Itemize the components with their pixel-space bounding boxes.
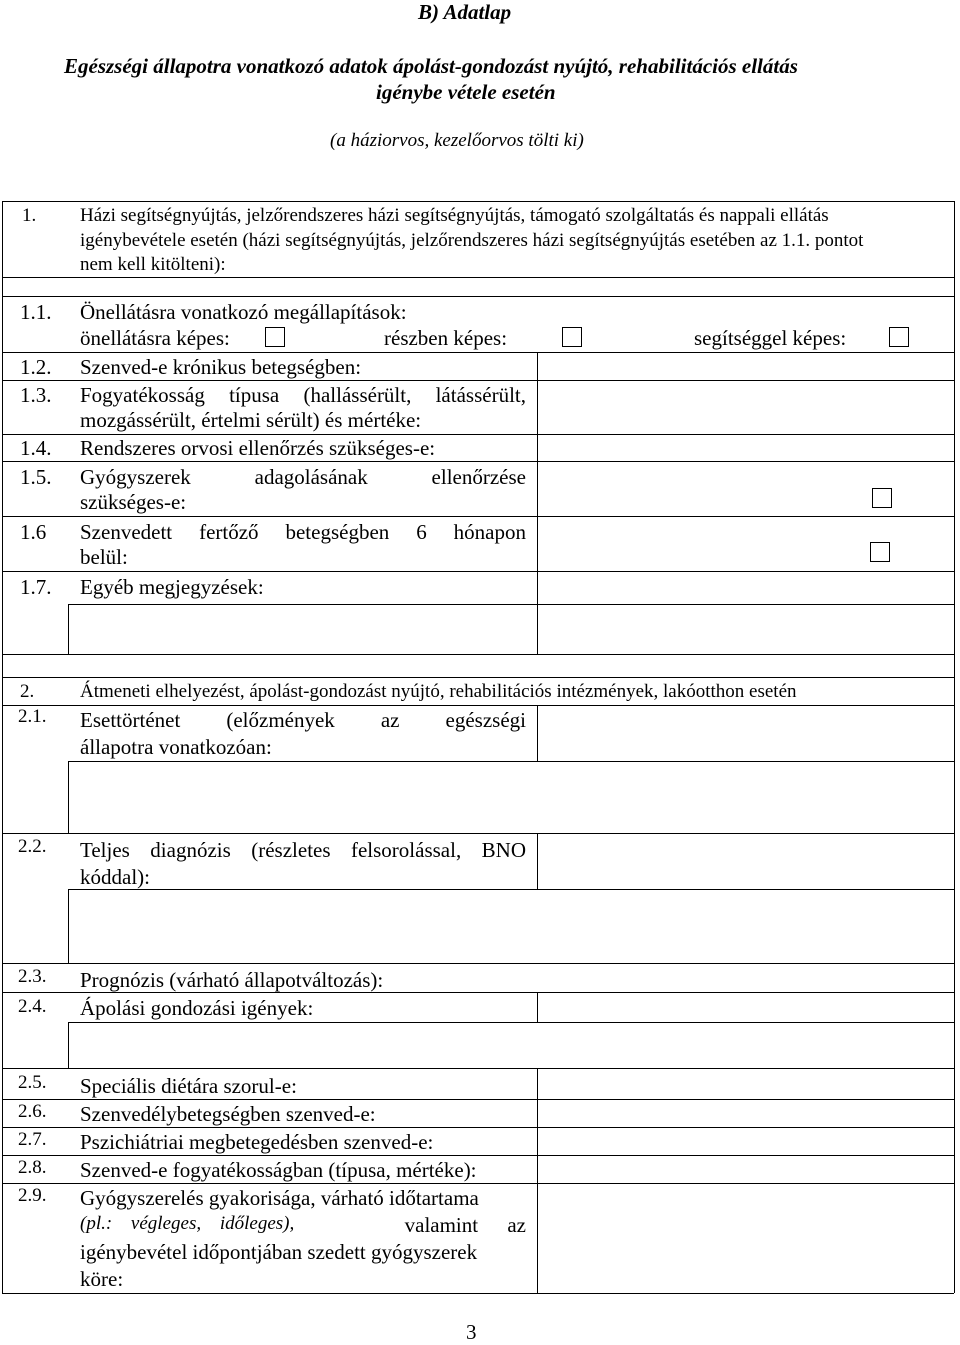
form-note: (a háziorvos, kezelőorvos tölti ki) bbox=[330, 130, 584, 151]
item-1-2-number: 1.2. bbox=[20, 355, 52, 379]
item-1-3-label-line1: Fogyatékosság típusa (hallássérült, látássérült, bbox=[80, 383, 526, 407]
answer-column-divider bbox=[537, 1068, 538, 1293]
item-2-1-label-line1: Esettörténet (előzmények az egészségi bbox=[80, 708, 526, 732]
item-1-4-label: Rendszeres orvosi ellenőrzés szükséges-e: bbox=[80, 436, 436, 460]
infectious-disease-checkbox[interactable] bbox=[870, 542, 890, 562]
item-2-8-label: Szenved-e fogyatékosságban (típusa, mértéke): bbox=[80, 1158, 477, 1182]
item-1-6-label-line2: belül: bbox=[80, 545, 128, 569]
column-divider bbox=[68, 761, 69, 833]
row-divider bbox=[2, 571, 954, 572]
item-1-7-label: Egyéb megjegyzések: bbox=[80, 575, 264, 599]
selfcare-full-checkbox[interactable] bbox=[265, 327, 285, 347]
section2-title: Átmeneti elhelyezést, ápolást-gondozást nyújtó, rehabilitációs intézmények, lakóotthon esetén bbox=[80, 681, 797, 702]
row-divider bbox=[2, 677, 954, 678]
form-title: B) Adatlap bbox=[418, 0, 512, 24]
row-divider bbox=[68, 889, 954, 890]
medication-check-checkbox[interactable] bbox=[872, 488, 892, 508]
table-top-border bbox=[2, 201, 954, 202]
section1-intro-line2: igénybevétele esetén (házi segítségnyújtás, jelzőrendszeres házi segítségnyújtás esetében az 1.1. pontot bbox=[80, 230, 864, 251]
item-2-2-number: 2.2. bbox=[18, 836, 47, 857]
item-2-1-number: 2.1. bbox=[18, 706, 47, 727]
column-divider bbox=[68, 604, 69, 654]
table-right-border bbox=[954, 201, 955, 1293]
item-2-6-label: Szenvedélybetegségben szenved-e: bbox=[80, 1102, 376, 1126]
form-subtitle-line2: igénybe vétele esetén bbox=[376, 80, 556, 104]
section1-intro-line3: nem kell kitölteni): bbox=[80, 254, 226, 275]
table-bottom-border bbox=[2, 1293, 954, 1294]
row-divider bbox=[2, 963, 954, 964]
item-2-9-label-line2 bbox=[80, 1213, 526, 1238]
row-divider bbox=[2, 1099, 954, 1100]
item-1-3-number: 1.3. bbox=[20, 383, 52, 407]
column-divider bbox=[537, 992, 538, 1022]
item-2-7-label: Pszichiátriai megbetegedésben szenved-e: bbox=[80, 1130, 434, 1154]
item-2-3-number: 2.3. bbox=[18, 966, 47, 987]
row-divider bbox=[2, 277, 954, 278]
item-2-1-label-line2: állapotra vonatkozóan: bbox=[80, 735, 272, 759]
row-divider bbox=[2, 296, 954, 297]
item-2-6-number: 2.6. bbox=[18, 1101, 47, 1122]
row-divider bbox=[2, 380, 954, 381]
section1-number: 1. bbox=[22, 205, 37, 226]
selfcare-option-assisted-label: segítséggel képes: bbox=[694, 326, 847, 350]
row-divider bbox=[68, 761, 954, 762]
row-divider bbox=[68, 604, 954, 605]
section1-intro-line1: Házi segítségnyújtás, jelzőrendszeres házi segítségnyújtás, támogató szolgáltatás és nappali ellátás bbox=[80, 205, 829, 226]
column-divider bbox=[68, 889, 69, 963]
row-divider bbox=[2, 992, 954, 993]
item-1-5-number: 1.5. bbox=[20, 465, 52, 489]
column-divider bbox=[68, 1022, 69, 1068]
section2-number: 2. bbox=[20, 681, 35, 702]
item-1-1-label: Önellátásra vonatkozó megállapítások: bbox=[80, 300, 407, 324]
item-2-9-number: 2.9. bbox=[18, 1185, 47, 1206]
page-number: 3 bbox=[466, 1320, 477, 1344]
item-2-9-conjunction: valamint az bbox=[404, 1213, 526, 1237]
item-1-6-number: 1.6 bbox=[20, 520, 47, 544]
selfcare-partial-checkbox[interactable] bbox=[562, 327, 582, 347]
item-2-5-number: 2.5. bbox=[18, 1072, 47, 1093]
answer-column-divider bbox=[537, 352, 538, 605]
item-2-7-number: 2.7. bbox=[18, 1129, 47, 1150]
row-divider bbox=[2, 1068, 954, 1069]
item-1-5-label-line1: Gyógyszerek adagolásának ellenőrzése bbox=[80, 465, 526, 489]
row-divider bbox=[2, 434, 954, 435]
row-divider bbox=[2, 352, 954, 353]
row-divider bbox=[2, 1183, 954, 1184]
selfcare-option-partial-label: részben képes: bbox=[384, 326, 508, 350]
item-1-5-label-line2: szükséges-e: bbox=[80, 490, 187, 514]
item-1-2-label: Szenved-e krónikus betegségben: bbox=[80, 355, 362, 379]
form-subtitle-line1: Egészségi állapotra vonatkozó adatok ápolást-gondozást nyújtó, rehabilitációs ellátás bbox=[64, 54, 798, 78]
row-divider bbox=[2, 1155, 954, 1156]
item-1-6-label-line1: Szenvedett fertőző betegségben 6 hónapon bbox=[80, 520, 526, 544]
item-1-7-number: 1.7. bbox=[20, 575, 52, 599]
row-divider bbox=[2, 461, 954, 462]
item-2-3-label: Prognózis (várható állapotváltozás): bbox=[80, 968, 384, 992]
item-2-2-label-line1: Teljes diagnózis (részletes felsorolással, BNO bbox=[80, 838, 526, 862]
item-2-9-label-line3: igénybevétel időpontjában szedett gyógyszerek bbox=[80, 1240, 478, 1264]
item-2-2-label-line2: kóddal): bbox=[80, 865, 150, 889]
item-2-8-number: 2.8. bbox=[18, 1157, 47, 1178]
item-1-1-number: 1.1. bbox=[20, 300, 52, 324]
item-1-3-label-line2: mozgássérült, értelmi sérült) és mértéke: bbox=[80, 408, 422, 432]
item-2-4-number: 2.4. bbox=[18, 996, 47, 1017]
item-2-4-label: Ápolási gondozási igények: bbox=[80, 996, 314, 1020]
item-2-5-label: Speciális diétára szorul-e: bbox=[80, 1074, 297, 1098]
row-divider bbox=[2, 654, 954, 655]
item-2-9-label-line4: köre: bbox=[80, 1267, 124, 1291]
column-divider bbox=[537, 604, 538, 654]
column-divider bbox=[537, 833, 538, 889]
row-divider bbox=[2, 705, 954, 706]
row-divider bbox=[68, 1022, 954, 1023]
column-divider bbox=[537, 705, 538, 761]
table-left-border bbox=[2, 201, 3, 1293]
row-divider bbox=[2, 833, 954, 834]
row-divider bbox=[2, 1127, 954, 1128]
item-1-4-number: 1.4. bbox=[20, 436, 52, 460]
item-2-9-label-line1: Gyógyszerelés gyakorisága, várható időtartama bbox=[80, 1186, 479, 1210]
selfcare-option-full-label: önellátásra képes: bbox=[80, 326, 230, 350]
item-2-9-examples: (pl.: végleges, időleges), bbox=[80, 1213, 295, 1234]
selfcare-assisted-checkbox[interactable] bbox=[889, 327, 909, 347]
row-divider bbox=[2, 516, 954, 517]
